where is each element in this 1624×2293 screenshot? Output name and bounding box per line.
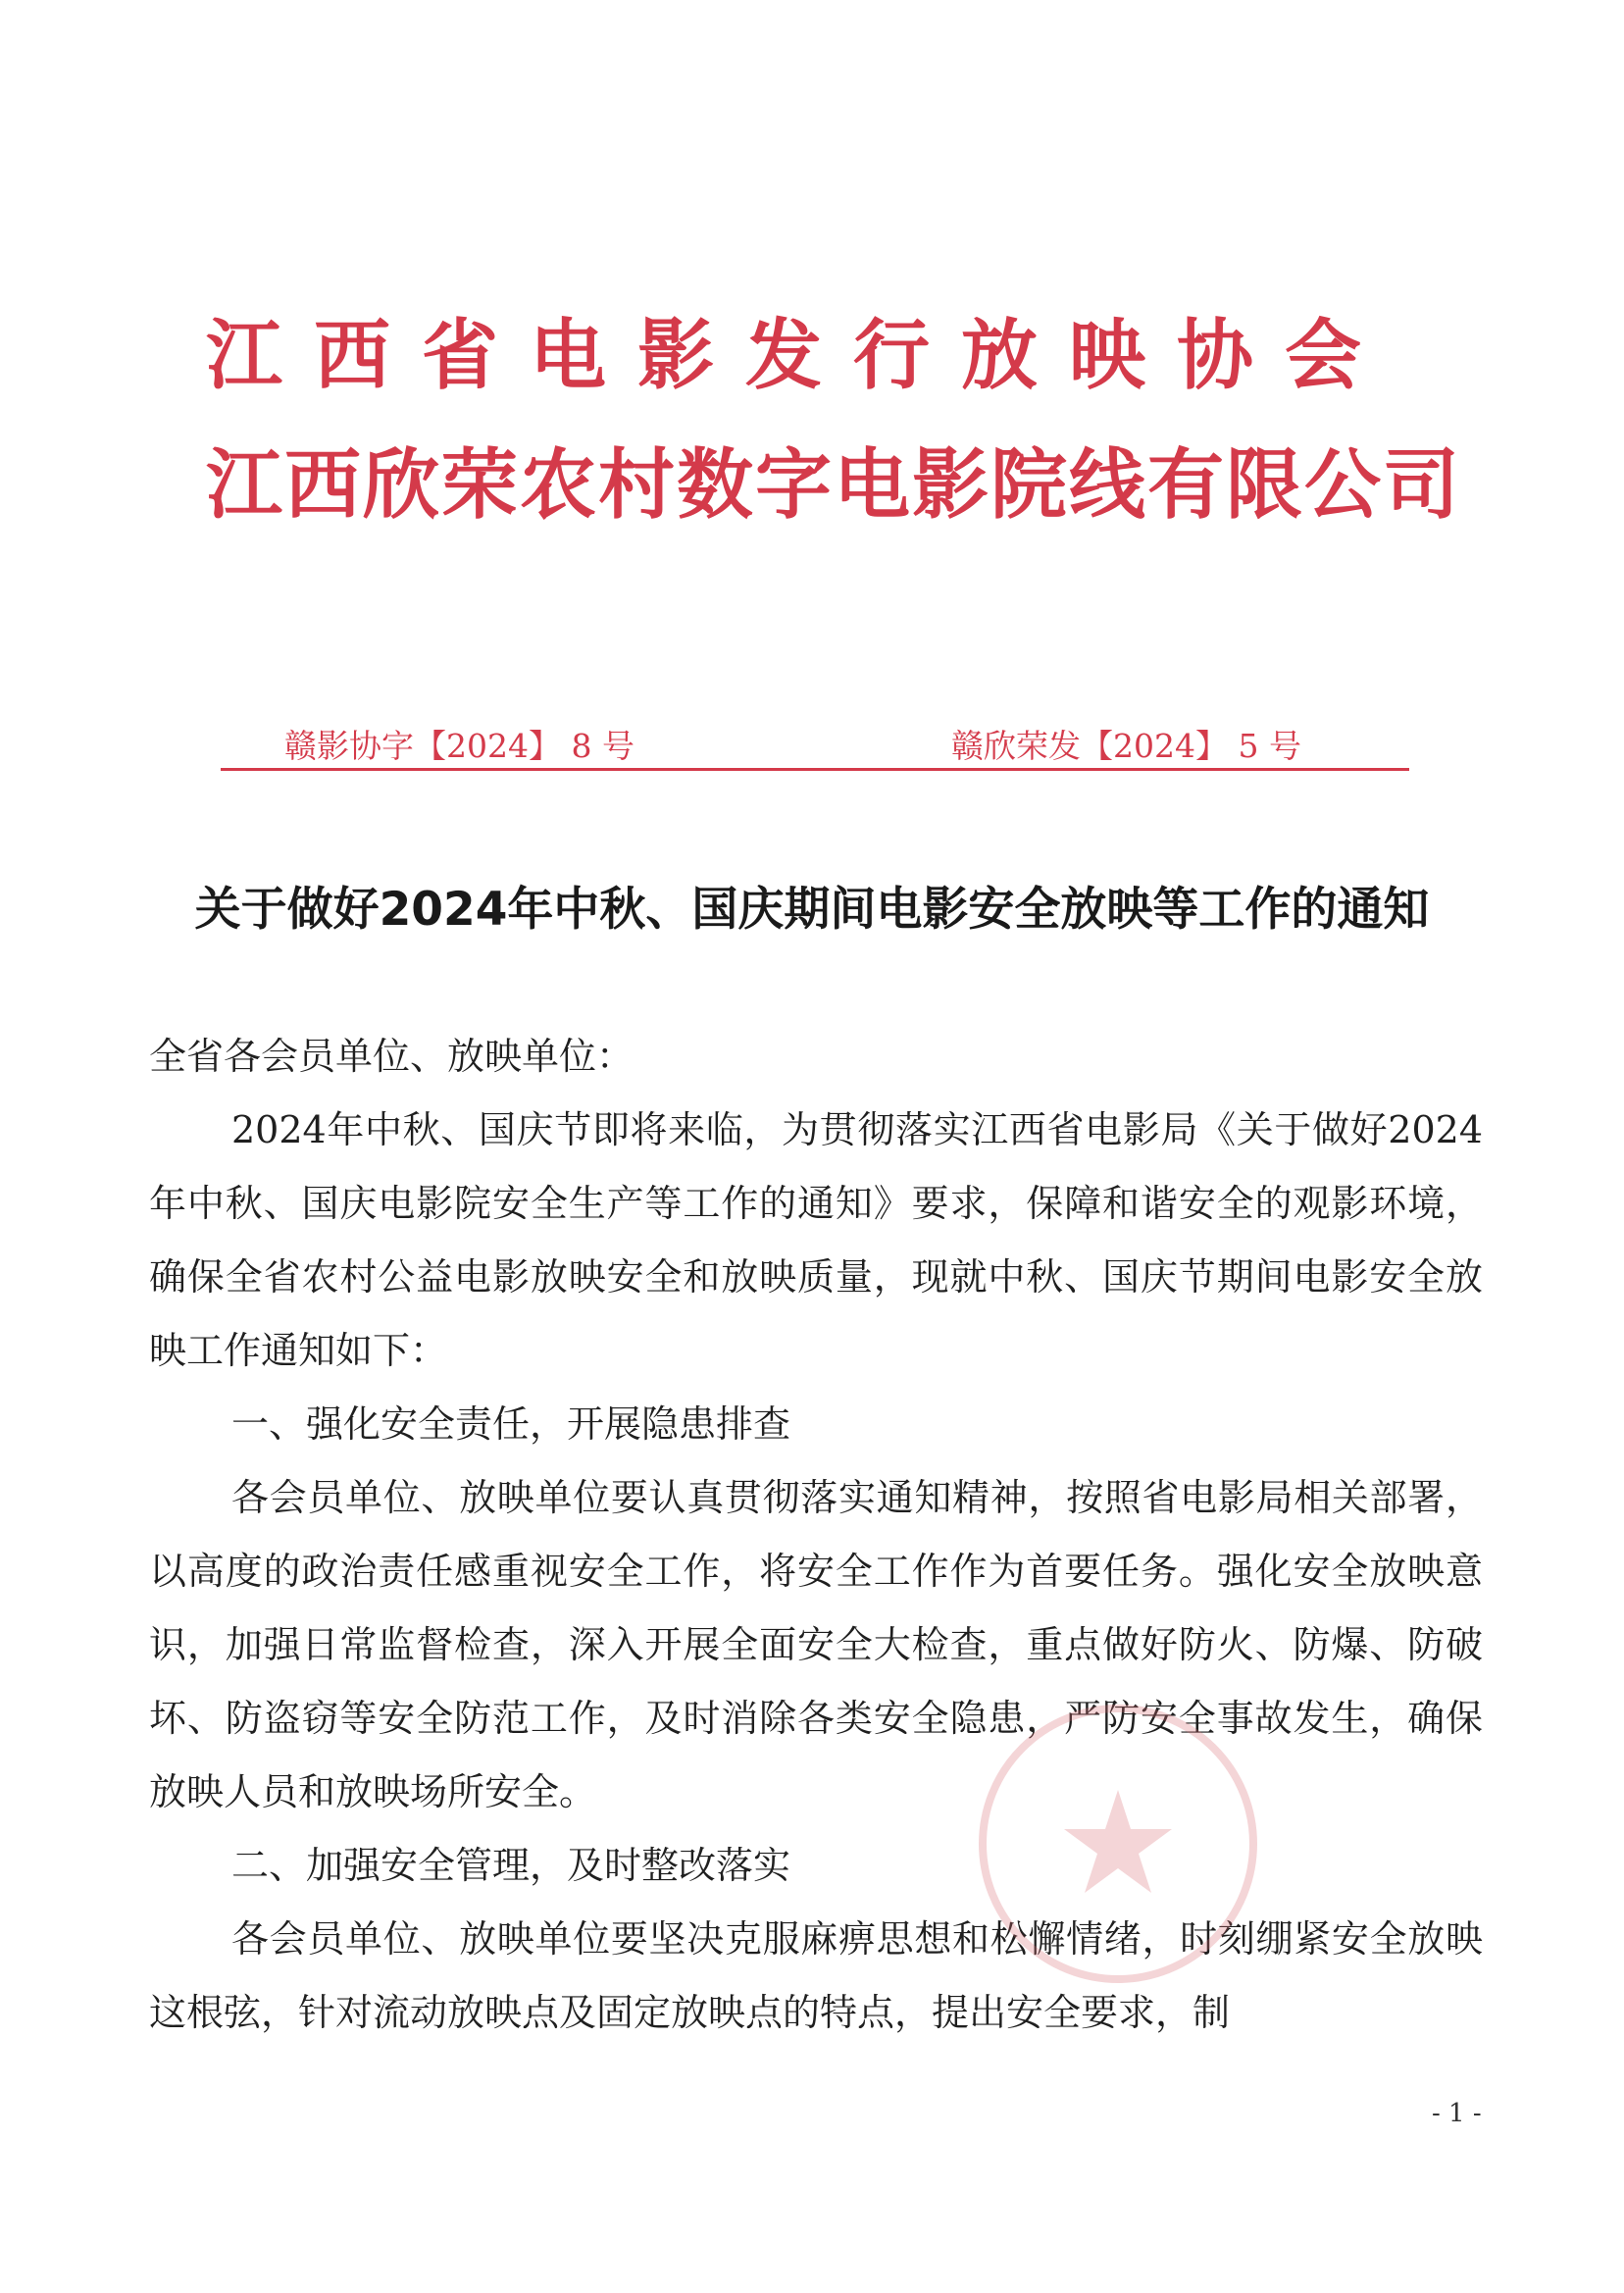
intro-paragraph: 2024年中秋、国庆节即将来临，为贯彻落实江西省电影局《关于做好2024年中秋、国庆电影院安全生产等工作的通知》要求，保障和谐安全的观影环境，确保全省农村公益电影放映安全和放映质量，现就中秋、国庆节期间电影安全放映工作通知如下：: [149, 1108, 1483, 1372]
document-number-association: 赣影协字【2024】 8 号: [284, 727, 634, 765]
notice-title: 关于做好2024年中秋、国庆期间电影安全放映等工作的通知: [194, 883, 1430, 937]
issuer-name-company: 江西欣荣农村数字电影院线有限公司: [206, 441, 1462, 530]
section-heading-1: 一、强化安全责任，开展隐患排查: [231, 1402, 791, 1446]
document-number-company: 赣欣荣发【2024】 5 号: [951, 727, 1301, 765]
issuer-name-association: 江西省电影发行放映协会: [206, 312, 1394, 400]
salutation: 全省各会员单位、放映单位：: [149, 1035, 634, 1078]
page-number: - 1 -: [1432, 2099, 1482, 2128]
section-heading-2: 二、加强安全管理，及时整改落实: [231, 1844, 791, 1887]
notice-body: [149, 1020, 1483, 2050]
section-paragraph-1: 各会员单位、放映单位要认真贯彻落实通知精神，按照省电影局相关部署，以高度的政治责任感重视安全工作，将安全工作作为首要任务。强化安全放映意识，加强日常监督检查，深入开展全面安全大检查，重点做好防火、防爆、防破坏、防盗窃等安全防范工作，及时消除各类安全隐患，严防安全事故发生，确保放映人员和放映场所安全。: [149, 1476, 1483, 1813]
document-number-row: [221, 721, 1409, 771]
section-paragraph-2: 各会员单位、放映单位要坚决克服麻痹思想和松懈情绪，时刻绷紧安全放映这根弦，针对流动放映点及固定放映点的特点，提出安全要求，制: [149, 1917, 1483, 2034]
